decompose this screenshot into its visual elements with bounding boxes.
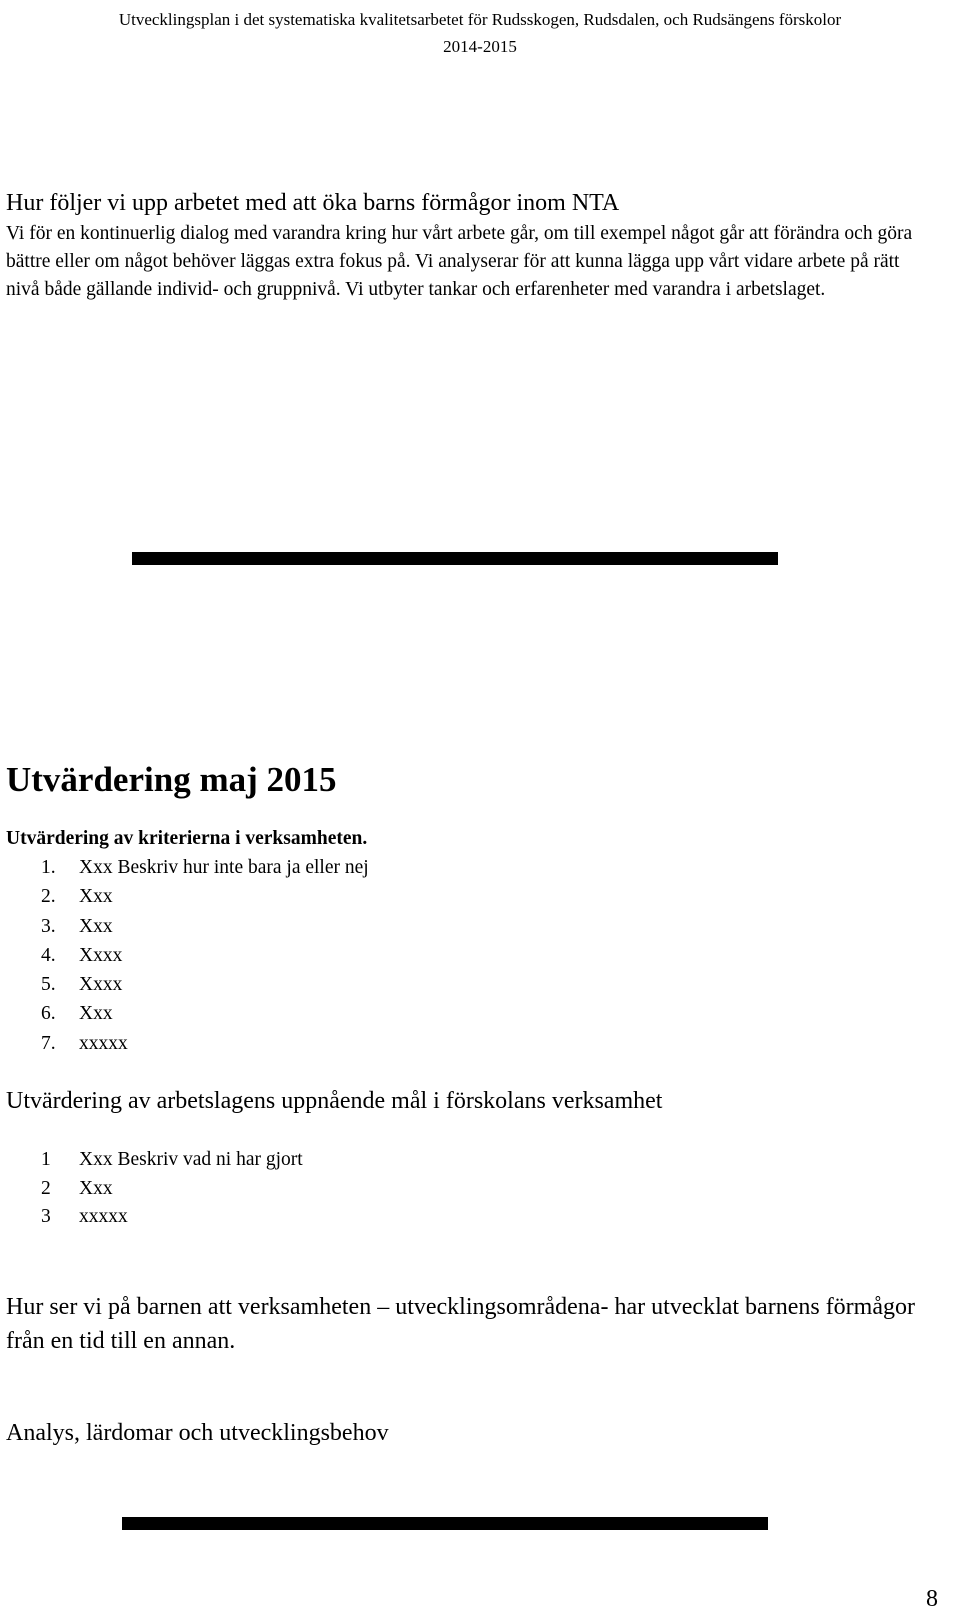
list-item-number: 1. (41, 857, 56, 878)
list-item-text: Xxxx (79, 944, 123, 966)
list-item (6, 1146, 936, 1175)
evaluation-heading: Utvärdering maj 2015 (6, 760, 337, 799)
list-item-number: 3 (41, 1206, 51, 1228)
list-item (6, 912, 936, 941)
list-item-number: 7. (41, 1032, 56, 1054)
criteria-list (6, 853, 936, 1058)
nta-section (6, 186, 936, 304)
list-item (6, 882, 936, 911)
analysis-heading: Analys, lärdomar och utvecklingsbehov (6, 1419, 389, 1446)
list-item (6, 970, 936, 999)
list-item (6, 853, 936, 882)
goals-heading: Utvärdering av arbetslagens uppnående mål i förskolans verksamhet (6, 1088, 663, 1115)
list-item (6, 999, 936, 1028)
list-item-number: 2. (41, 886, 56, 908)
list-item (6, 941, 936, 970)
list-item-text: Xxx Beskriv hur inte bara ja eller nej (79, 857, 369, 878)
children-development-heading: Hur ser vi på barnen att verksamheten – utvecklingsområdena- har utvecklat barnens förmågor från en tid till en annan. (6, 1293, 915, 1354)
evaluation-section (6, 760, 936, 1450)
list-item-text: Xxx Beskriv vad ni har gjort (79, 1149, 303, 1171)
list-item-text: Xxxx (79, 974, 123, 996)
list-item-text: xxxxx (79, 1032, 128, 1054)
list-item-number: 2 (41, 1177, 51, 1199)
header-year: 2014-2015 (443, 37, 517, 56)
list-item-text: xxxxx (79, 1206, 128, 1228)
separator-bar-bottom (122, 1517, 768, 1530)
criteria-heading: Utvärdering av kriterierna i verksamheten. (6, 828, 368, 849)
list-item-text: Xxx (79, 915, 113, 937)
nta-paragraph: Vi för en kontinuerlig dialog med varandra kring hur vårt arbete går, om till exempel något går att förändra och göra bättre eller om något behöver läggas extra fokus på. Vi analyserar för att kunna lägga upp vårt vidare arbete på rätt nivå både gällande individ- och gruppnivå. Vi utbyter tankar och erfarenheter med varandra i arbetslaget. (6, 223, 913, 300)
list-item-number: 6. (41, 1003, 56, 1025)
list-item-number: 5. (41, 974, 56, 996)
page-number: 8 (926, 1586, 938, 1612)
list-item-number: 3. (41, 915, 56, 937)
list-item-number: 4. (41, 944, 56, 966)
list-item (6, 1029, 936, 1058)
list-item-text: Xxx (79, 886, 113, 908)
nta-heading: Hur följer vi upp arbetet med att öka barns förmågor inom NTA (6, 190, 620, 216)
header-title: Utvecklingsplan i det systematiska kvalitetsarbetet för Rudsskogen, Rudsdalen, och Rudsängens förskolor (118, 10, 842, 29)
list-item (6, 1175, 936, 1204)
list-item-text: Xxx (79, 1177, 113, 1199)
page-header (0, 6, 960, 60)
list-item-text: Xxx (79, 1003, 113, 1025)
separator-bar-top (132, 552, 778, 565)
list-item (6, 1203, 936, 1232)
list-item-number: 1 (41, 1149, 51, 1171)
goals-list (6, 1146, 936, 1232)
